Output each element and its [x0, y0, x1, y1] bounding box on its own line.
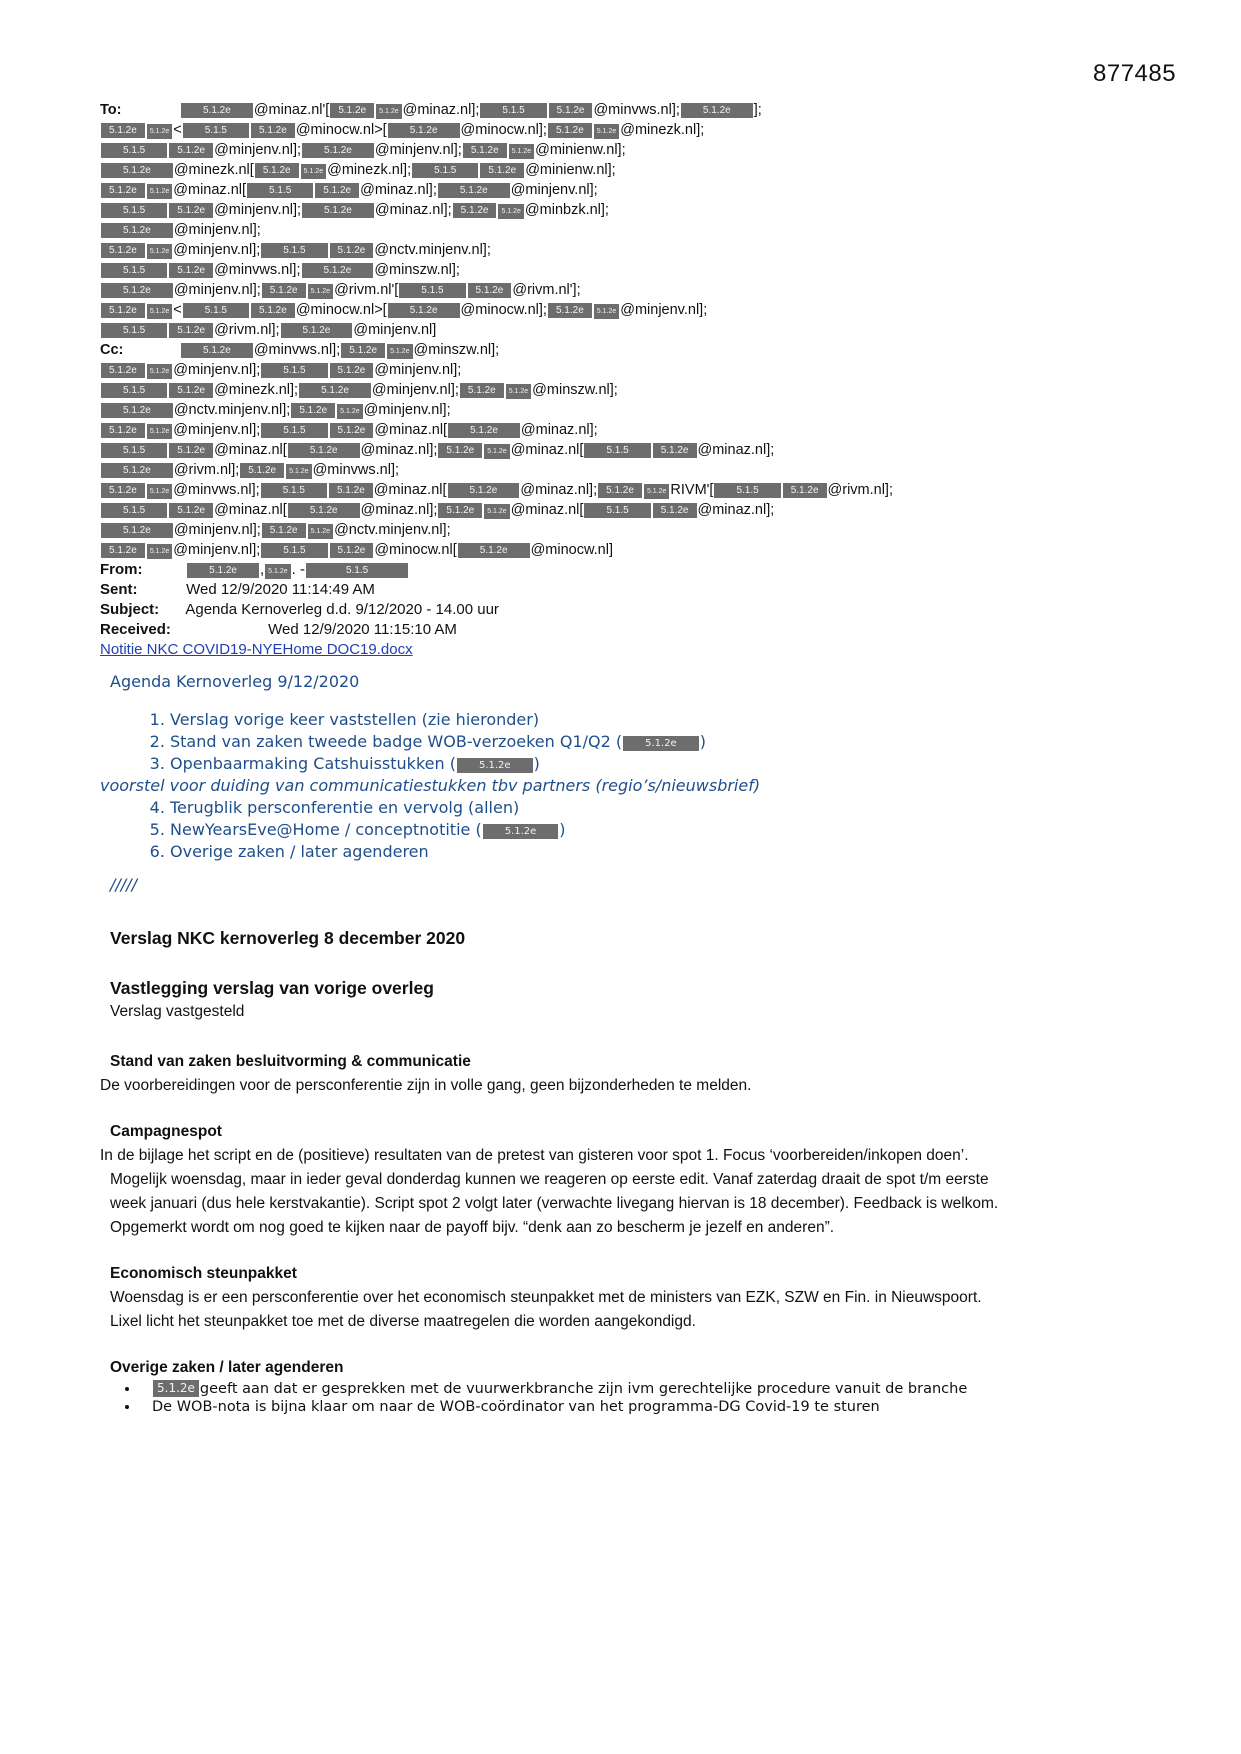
recipient-domain: @minjenv.nl]; — [173, 422, 261, 438]
redaction: 5.1.5 — [261, 543, 327, 558]
attachment-link[interactable]: Notitie NKC COVID19-NYEHome DOC19.docx — [100, 641, 413, 658]
recipient-domain: @minaz.nl]; — [374, 202, 452, 218]
redaction: 5.1.2e — [783, 483, 827, 498]
recipient-line — [100, 440, 1150, 460]
redaction: 5.1.2e — [308, 524, 333, 539]
redaction: 5.1.2e — [101, 243, 145, 258]
subject-row — [100, 600, 499, 620]
redaction: 5.1.2e — [101, 483, 145, 498]
recipient-domain: @minocw.nl[ — [374, 542, 457, 558]
recipient-domain: @minszw.nl]; — [413, 342, 500, 358]
redaction: 5.1.2e — [262, 283, 306, 298]
redaction: 5.1.5 — [101, 323, 167, 338]
section-heading: Stand van zaken besluitvorming & communicatie — [110, 1053, 471, 1070]
redaction: 5.1.2e — [169, 383, 213, 398]
recipient-domain: @minaz.nl]; — [520, 482, 598, 498]
redaction: 5.1.5 — [261, 363, 327, 378]
recipient-domain: @minvws.nl]; — [173, 482, 260, 498]
redaction: 5.1.2e — [169, 263, 213, 278]
agenda-item-text: NewYearsEve@Home / conceptnotitie ( — [170, 820, 482, 839]
from-row: From: 5.1.2e , 5.1.2e . - 5.1.5 — [100, 560, 499, 580]
list-item — [140, 1380, 1120, 1398]
recipient-domain: @minjenv.nl] — [353, 322, 437, 338]
redaction: 5.1.5 — [306, 563, 408, 578]
redaction: 5.1.2e — [315, 183, 359, 198]
redaction: 5.1.2e — [101, 183, 145, 198]
redaction: 5.1.2e — [281, 323, 353, 338]
recipient-domain: @minaz.nl]; — [360, 502, 438, 518]
recipient-line — [100, 180, 1150, 200]
redaction: 5.1.2e — [101, 163, 173, 178]
recipient-line — [100, 420, 1150, 440]
redaction: 5.1.2e — [147, 484, 172, 499]
recipient-line — [100, 200, 1150, 220]
recipient-domain: @minszw.nl]; — [374, 262, 460, 278]
recipients-to — [100, 100, 1150, 340]
redaction: 5.1.2e — [330, 423, 374, 438]
recipient-domain: @rivm.nl']; — [512, 282, 581, 298]
sent-label: Sent: — [100, 581, 138, 598]
redaction: 5.1.2e — [302, 203, 374, 218]
redaction: 5.1.2e — [147, 184, 172, 199]
redaction: 5.1.5 — [480, 103, 546, 118]
recipient-domain: @minjenv.nl]; — [371, 382, 459, 398]
redaction: 5.1.2e — [463, 143, 507, 158]
redaction: 5.1.2e — [147, 244, 172, 259]
redaction: 5.1.2e — [169, 503, 213, 518]
recipient-domain: @minocw.nl>[ — [295, 302, 387, 318]
recipient-domain: @minienw.nl]; — [535, 142, 626, 158]
recipient-domain: @rivm.nl'[ — [334, 282, 399, 298]
redaction: 5.1.2e — [448, 483, 520, 498]
recipient-line — [100, 480, 1150, 500]
redaction: 5.1.2e — [468, 283, 512, 298]
section-text: Mogelijk woensdag, maar in ieder geval donderdag kunnen we reageren op eerste edit. Vanaf zaterdag draait de spot t/m eerste — [110, 1171, 989, 1188]
redaction: 5.1.2e — [240, 463, 284, 478]
redaction: 5.1.2e — [548, 123, 592, 138]
redaction: 5.1.2e — [480, 163, 524, 178]
redaction: 5.1.2e — [387, 344, 412, 359]
redaction: 5.1.2e — [388, 303, 460, 318]
list-item-text: De WOB-nota is bijna klaar om naar de WOB-coördinator van het programma-DG Covid-19 te sturen — [152, 1399, 880, 1415]
recipient-domain: @minjenv.nl]; — [374, 362, 462, 378]
redaction: 5.1.2e — [598, 483, 642, 498]
recipient-domain: @minaz.nl[ — [373, 482, 447, 498]
redaction: 5.1.2e — [509, 144, 534, 159]
recipient-domain: @minvws.nl]; — [593, 102, 680, 118]
redaction: 5.1.2e — [457, 758, 533, 773]
redaction: 5.1.2e — [255, 163, 299, 178]
redaction: 5.1.5 — [714, 483, 780, 498]
redaction: 5.1.2e — [484, 444, 509, 459]
redaction: 5.1.5 — [584, 503, 650, 518]
recipient-domain: @nctv.minjenv.nl]; — [334, 522, 451, 538]
redaction: 5.1.2e — [460, 383, 504, 398]
recipient-domain: @rivm.nl]; — [827, 482, 893, 498]
agenda-item — [170, 731, 760, 753]
recipient-domain: < — [173, 302, 182, 318]
recipient-domain: @minaz.nl[ — [510, 502, 584, 518]
redaction: 5.1.2e — [101, 543, 145, 558]
recipient-domain: @minvws.nl]; — [214, 262, 301, 278]
document-number: 877485 — [1093, 60, 1177, 87]
recipient-line — [100, 460, 1150, 480]
redaction: 5.1.2e — [549, 103, 593, 118]
recipient-line — [100, 320, 1150, 340]
redaction: 5.1.2e — [147, 124, 172, 139]
section-text: week januari (dus hele kerstvakantie). Script spot 2 volgt later (verwachte livegang hiervan is 18 december). Feedback is welkom. — [110, 1195, 999, 1212]
recipient-line — [100, 260, 1150, 280]
redaction: 5.1.2e — [147, 364, 172, 379]
section-heading: Vastlegging verslag van vorige overleg — [110, 978, 434, 998]
redaction: 5.1.2e — [101, 463, 173, 478]
recipient-domain: @minaz.nl[ — [173, 182, 247, 198]
recipient-domain: < — [173, 122, 182, 138]
redaction: 5.1.2e — [330, 103, 374, 118]
redaction: 5.1.5 — [412, 163, 478, 178]
recipient-line — [100, 100, 1150, 120]
recipient-domain: @minaz.nl]; — [402, 102, 480, 118]
recipient-domain: @minjenv.nl]; — [173, 522, 261, 538]
recipient-domain: @minjenv.nl]; — [173, 542, 261, 558]
received-row — [100, 620, 499, 640]
redaction: 5.1.2e — [623, 736, 699, 751]
report-title: Verslag NKC kernoverleg 8 december 2020 — [110, 928, 466, 948]
recipient-domain: @minjenv.nl]; — [173, 242, 261, 258]
redaction: 5.1.5 — [101, 443, 167, 458]
recipient-domain: @minvws.nl]; — [312, 462, 400, 478]
recipient-domain: @minjenv.nl]; — [510, 182, 598, 198]
redaction: 5.1.2e — [302, 263, 374, 278]
recipients-cc — [100, 340, 1150, 560]
subject-label: Subject: — [100, 601, 160, 618]
recipient-domain: RIVM'[ — [670, 482, 714, 498]
recipient-domain: @minjenv.nl]; — [173, 222, 261, 238]
redaction: 5.1.2e — [484, 504, 509, 519]
redaction: 5.1.5 — [261, 423, 327, 438]
section-heading: Campagnespot — [110, 1123, 222, 1140]
agenda-item-text: Verslag vorige keer vaststellen (zie hieronder) — [170, 710, 540, 729]
recipient-domain: @minaz.nl[ — [510, 442, 584, 458]
agenda-item — [170, 797, 760, 819]
recipient-line — [100, 360, 1150, 380]
redaction: 5.1.5 — [101, 383, 167, 398]
recipient-line — [100, 120, 1150, 140]
recipient-line — [100, 340, 1150, 360]
close-paren: ) — [699, 732, 706, 751]
redaction: 5.1.2e — [147, 544, 172, 559]
agenda-list — [100, 709, 760, 775]
redaction: 5.1.2e — [498, 204, 523, 219]
section-heading: Economisch steunpakket — [110, 1265, 297, 1282]
recipient-domain: @minjenv.nl]; — [173, 362, 261, 378]
section-text: In de bijlage het script en de (positieve) resultaten van de pretest van gisteren voor spot 1. Focus ‘voorbereiden/inkopen doen’. — [100, 1147, 969, 1164]
section-text: Verslag vastgesteld — [110, 1003, 245, 1020]
redaction: 5.1.2e — [448, 423, 520, 438]
redaction: 5.1.2e — [302, 143, 374, 158]
redaction: 5.1.2e — [169, 443, 213, 458]
recipient-line — [100, 280, 1150, 300]
recipient-domain: @minjenv.nl]; — [620, 302, 708, 318]
redaction: 5.1.2e — [101, 423, 145, 438]
recipient-domain: @minjenv.nl]; — [214, 142, 302, 158]
redaction: 5.1.2e — [291, 403, 335, 418]
redaction: 5.1.5 — [101, 503, 167, 518]
close-paren: ) — [559, 820, 566, 839]
redaction: 5.1.2e — [101, 283, 173, 298]
recipient-domain: @minezk.nl]; — [620, 122, 705, 138]
recipient-domain: @minaz.nl]; — [360, 442, 438, 458]
received-label: Received: — [100, 621, 171, 638]
redaction: 5.1.2e — [187, 563, 259, 578]
recipient-domain: @minaz.nl[ — [214, 442, 287, 458]
redaction: 5.1.2e — [288, 443, 360, 458]
redaction: 5.1.5 — [261, 243, 327, 258]
redaction: 5.1.2e — [330, 363, 374, 378]
redaction: 5.1.2e — [101, 223, 173, 238]
redaction: 5.1.2e — [438, 183, 510, 198]
recipient-domain: @minjenv.nl]; — [214, 202, 302, 218]
redaction: 5.1.2e — [644, 484, 669, 499]
redaction: 5.1.5 — [101, 143, 167, 158]
redaction: 5.1.2e — [330, 543, 374, 558]
recipient-domain: @minezk.nl]; — [214, 382, 299, 398]
recipient-domain: @minaz.nl]; — [360, 182, 437, 198]
redaction: 5.1.2e — [299, 383, 371, 398]
redaction: 5.1.2e — [681, 103, 753, 118]
agenda-item-text: Stand van zaken tweede badge WOB-verzoeken Q1/Q2 ( — [170, 732, 623, 751]
recipient-domain: @minaz.nl]; — [697, 442, 775, 458]
recipient-line — [100, 240, 1150, 260]
recipient-domain: @minaz.nl'[ — [253, 102, 330, 118]
recipient-domain: @minaz.nl]; — [520, 422, 598, 438]
section-text: De voorbereidingen voor de persconferentie zijn in volle gang, geen bijzonderheden te melden. — [100, 1077, 752, 1094]
recipient-domain: @minbzk.nl]; — [524, 202, 609, 218]
bullet-list — [100, 1380, 1120, 1416]
recipient-domain: @minaz.nl[ — [214, 502, 287, 518]
redaction: 5.1.5 — [247, 183, 313, 198]
agenda — [100, 672, 760, 894]
recipient-line — [100, 160, 1150, 180]
redaction: 5.1.5 — [261, 483, 327, 498]
redaction: 5.1.2e — [169, 143, 213, 158]
agenda-note: voorstel voor duiding van communicatiestukken tbv partners (regio’s/nieuwsbrief) — [100, 776, 761, 795]
redaction: 5.1.5 — [183, 123, 249, 138]
redaction: 5.1.2e — [101, 363, 145, 378]
recipient-domain: @minszw.nl]; — [532, 382, 618, 398]
redaction: 5.1.2e — [458, 543, 530, 558]
redaction: 5.1.2e — [286, 464, 311, 479]
redaction: 5.1.2e — [181, 343, 253, 358]
redaction: 5.1.2e — [506, 384, 531, 399]
list-item — [140, 1398, 1120, 1416]
redaction: 5.1.2e — [376, 104, 401, 119]
from-label: From: — [100, 561, 143, 578]
redaction: 5.1.2e — [101, 523, 173, 538]
redaction: 5.1.2e — [101, 303, 145, 318]
agenda-item — [170, 819, 760, 841]
recipient-line — [100, 300, 1150, 320]
redaction: 5.1.2e — [301, 164, 326, 179]
recipient-line — [100, 500, 1150, 520]
redaction: 5.1.2e — [653, 443, 697, 458]
agenda-list-continued — [100, 797, 760, 863]
redaction: 5.1.2e — [101, 403, 173, 418]
redaction: 5.1.2e — [251, 303, 295, 318]
redaction: 5.1.2e — [251, 123, 295, 138]
redaction: 5.1.2e — [288, 503, 360, 518]
separator: ///// — [110, 875, 137, 894]
agenda-title: Agenda Kernoverleg 9/12/2020 — [110, 672, 360, 691]
redaction: 5.1.2e — [438, 503, 482, 518]
redaction: 5.1.2e — [169, 323, 213, 338]
recipient-domain: @minocw.nl>[ — [295, 122, 387, 138]
agenda-item-text: Openbaarmaking Catshuisstukken ( — [170, 754, 456, 773]
redaction: 5.1.2e — [438, 443, 482, 458]
agenda-item — [170, 709, 760, 731]
subject-value: Agenda Kernoverleg d.d. 9/12/2020 - 14.00 uur — [185, 601, 499, 618]
redaction: 5.1.2e — [329, 483, 373, 498]
section-text: Woensdag is er een persconferentie over het economisch steunpakket met de ministers van EZK, SZW en Fin. in Nieuwspoort. — [110, 1289, 982, 1306]
recipient-domain: @rivm.nl]; — [173, 462, 240, 478]
sent-value: Wed 12/9/2020 11:14:49 AM — [186, 581, 375, 598]
redaction: 5.1.2e — [101, 123, 145, 138]
recipient-line — [100, 380, 1150, 400]
redaction: 5.1.5 — [399, 283, 465, 298]
recipient-domain: @minezk.nl[ — [173, 162, 254, 178]
recipient-domain: @rivm.nl]; — [214, 322, 280, 338]
redaction: 5.1.2e — [181, 103, 253, 118]
recipient-domain: @minocw.nl]; — [460, 302, 547, 318]
agenda-item — [170, 753, 760, 775]
redaction: 5.1.2e — [483, 824, 559, 839]
redaction: 5.1.2e — [147, 424, 172, 439]
recipients-label: To: — [100, 102, 122, 118]
email-meta — [100, 560, 499, 660]
recipient-domain: @minjenv.nl]; — [173, 282, 261, 298]
redaction: 5.1.2e — [147, 304, 172, 319]
recipient-domain: @minezk.nl]; — [327, 162, 412, 178]
redaction: 5.1.2e — [153, 1380, 199, 1397]
attachment-row — [100, 640, 499, 660]
redaction: 5.1.2e — [265, 564, 290, 579]
redaction: 5.1.5 — [101, 203, 167, 218]
redaction: 5.1.2e — [337, 404, 362, 419]
recipient-domain: @minienw.nl]; — [525, 162, 616, 178]
redaction: 5.1.2e — [453, 203, 497, 218]
recipient-line — [100, 140, 1150, 160]
recipient-domain: @minjenv.nl]; — [374, 142, 462, 158]
redaction: 5.1.2e — [594, 124, 619, 139]
redaction: 5.1.2e — [653, 503, 697, 518]
recipient-domain: @nctv.minjenv.nl]; — [173, 402, 291, 418]
redaction: 5.1.5 — [101, 263, 167, 278]
recipients-label: Cc: — [100, 342, 124, 358]
redaction: 5.1.2e — [308, 284, 333, 299]
recipient-line — [100, 400, 1150, 420]
redaction: 5.1.2e — [388, 123, 460, 138]
redaction: 5.1.2e — [262, 523, 306, 538]
agenda-item — [170, 841, 760, 863]
redaction: 5.1.5 — [183, 303, 249, 318]
redaction: 5.1.2e — [548, 303, 592, 318]
recipient-domain: @minocw.nl] — [530, 542, 613, 558]
recipient-line — [100, 540, 1150, 560]
recipient-domain: ]; — [753, 102, 762, 118]
redaction: 5.1.2e — [594, 304, 619, 319]
redaction: 5.1.2e — [169, 203, 213, 218]
recipient-line — [100, 220, 1150, 240]
section-heading: Overige zaken / later agenderen — [110, 1359, 344, 1376]
recipient-line — [100, 520, 1150, 540]
meeting-report — [100, 926, 1120, 1416]
section-text: Lixel licht het steunpakket toe met de diverse maatregelen die worden aangekondigd. — [110, 1313, 696, 1330]
recipient-domain: @minaz.nl]; — [697, 502, 775, 518]
section-text: Opgemerkt wordt om nog goed te kijken naar de payoff bijv. “denk aan zo bescherm je jezelf en anderen”. — [110, 1219, 835, 1236]
recipient-domain: @minaz.nl[ — [374, 422, 448, 438]
recipient-domain: @nctv.minjenv.nl]; — [374, 242, 491, 258]
recipient-domain: @minjenv.nl]; — [363, 402, 451, 418]
close-paren: ) — [533, 754, 540, 773]
agenda-item-text: Terugblik persconferentie en vervolg (allen) — [170, 798, 520, 817]
sent-row — [100, 580, 499, 600]
redaction: 5.1.2e — [330, 243, 374, 258]
recipient-domain: @minvws.nl]; — [253, 342, 341, 358]
list-item-text: geeft aan dat er gesprekken met de vuurwerkbranche zijn ivm gerechtelijke procedure vanuit de branche — [199, 1381, 968, 1397]
redaction: 5.1.5 — [584, 443, 650, 458]
agenda-item-text: Overige zaken / later agenderen — [170, 842, 429, 861]
redaction: 5.1.2e — [341, 343, 385, 358]
received-value: Wed 12/9/2020 11:15:10 AM — [268, 621, 457, 638]
recipient-domain: @minocw.nl]; — [460, 122, 547, 138]
